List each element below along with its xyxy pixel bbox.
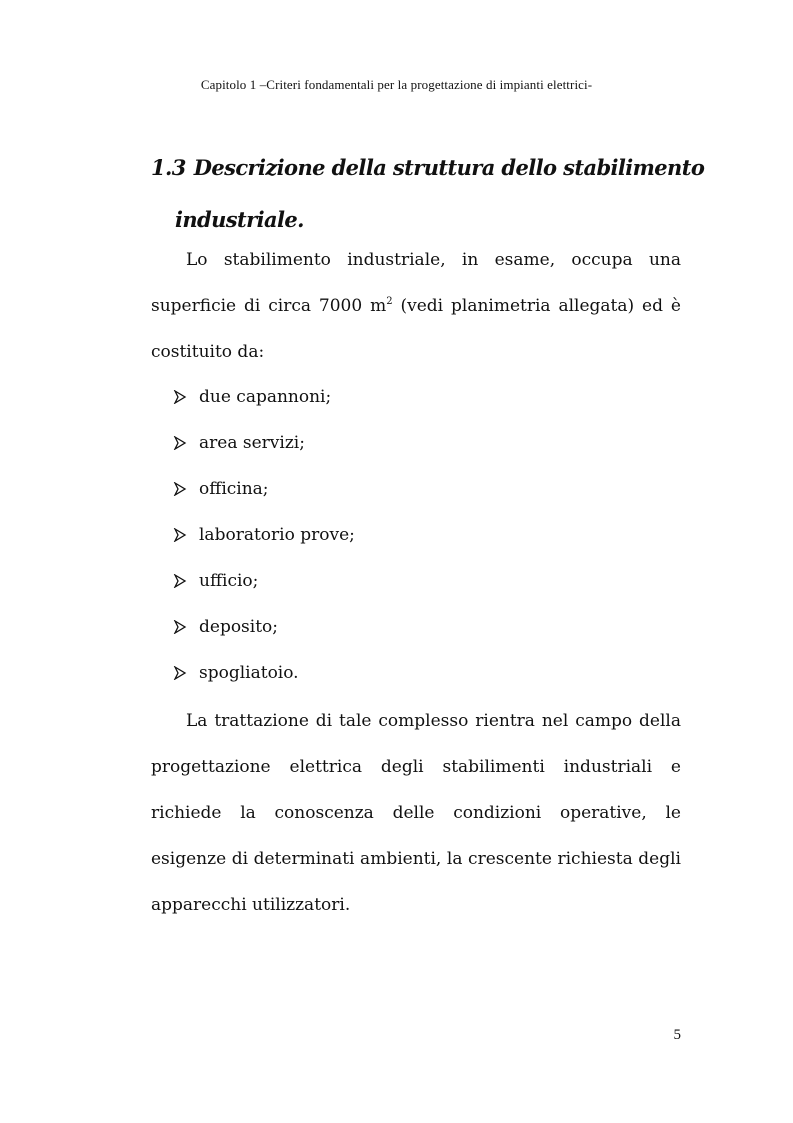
list-item-label: ufficio; (199, 571, 259, 591)
list-item-label: officina; (199, 479, 269, 499)
facility-list (173, 374, 355, 696)
list-item-label: deposito; (199, 617, 279, 637)
section-number: 1.3 (151, 155, 186, 180)
list-item-label: due capannoni; (199, 387, 332, 407)
arrowhead-bullet-icon (173, 482, 199, 496)
list-item (173, 558, 355, 604)
page-number: 5 (673, 1027, 681, 1043)
list-item (173, 466, 355, 512)
section-title-line2: industriale. (175, 207, 304, 232)
section-title-line1: Descrizione della struttura dello stabilimento (193, 155, 705, 180)
arrowhead-bullet-icon (173, 574, 199, 588)
list-item-label: laboratorio prove; (199, 525, 355, 545)
superscript-exponent: 2 (386, 296, 393, 307)
intro-text-main: Lo stabilimento industriale, in esame, occupa una superficie di circa 7000 m (151, 250, 681, 316)
arrowhead-bullet-icon (173, 620, 199, 634)
arrowhead-bullet-icon (173, 666, 199, 680)
intro-text-rest: (vedi planimetria allegata) ed è costituito da: (151, 296, 681, 362)
arrowhead-bullet-icon (173, 390, 199, 404)
list-item (173, 420, 355, 466)
section-heading (151, 142, 711, 246)
list-item (173, 604, 355, 650)
intro-paragraph (151, 237, 681, 375)
arrowhead-bullet-icon (173, 528, 199, 542)
list-item-label: area servizi; (199, 433, 305, 453)
running-header: Capitolo 1 –Criteri fondamentali per la progettazione di impianti elettrici- (200, 77, 593, 92)
list-item (173, 512, 355, 558)
list-item (173, 650, 355, 696)
list-item (173, 374, 355, 420)
arrowhead-bullet-icon (173, 436, 199, 450)
body-paragraph: La trattazione di tale complesso rientra nel campo della progettazione elettrica degli stabilimenti industriali e richiede la conoscenza delle condizioni operative, le esigenze di determinati ambienti, la crescente richiesta degli apparecchi utilizzatori. (151, 711, 681, 915)
list-item-label: spogliatoio. (199, 663, 299, 683)
